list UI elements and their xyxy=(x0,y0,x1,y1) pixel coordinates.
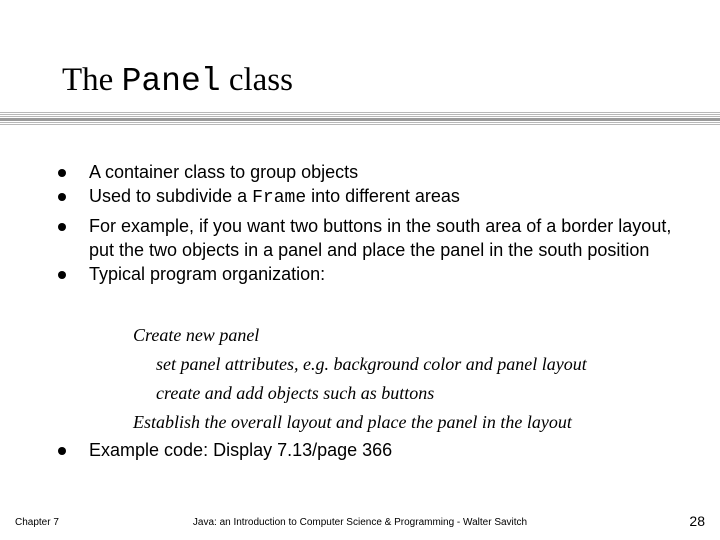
bullet-item xyxy=(58,160,678,184)
bullet-item xyxy=(58,438,678,462)
bullet-item xyxy=(58,262,678,286)
pseudocode-line: set panel attributes, e.g. background color and panel layout xyxy=(156,354,587,374)
bullet-item xyxy=(58,214,678,262)
bullet-icon xyxy=(58,193,66,201)
bullet-icon xyxy=(58,271,66,279)
bullet-text: Typical program organization: xyxy=(89,264,326,284)
bullet-text-before: Used to subdivide a xyxy=(89,186,253,206)
bullet-item xyxy=(58,184,678,210)
bullet-code: Frame xyxy=(252,188,307,208)
title-code: Panel xyxy=(121,63,221,100)
bullet-icon xyxy=(58,169,66,177)
footer-chapter: Chapter 7 xyxy=(15,517,59,528)
bullet-text-after: into different areas xyxy=(306,186,460,206)
pseudocode-line: Establish the overall layout and place the panel in the layout xyxy=(133,412,572,432)
footer-page-number: 28 xyxy=(689,513,705,529)
title-divider xyxy=(0,112,720,126)
bullet-text: A container class to group objects xyxy=(89,162,359,182)
title-prefix: The xyxy=(62,62,122,98)
bullet-list xyxy=(58,160,678,286)
bullet-text: Example code: Display 7.13/page 366 xyxy=(89,440,393,460)
bullet-text: For example, if you want two buttons in the south area of a border layout, put the two objects in a panel and place the panel in the south position xyxy=(89,216,672,260)
pseudocode-block xyxy=(133,321,587,437)
title-suffix: class xyxy=(220,62,293,98)
slide-title xyxy=(62,58,293,104)
bullet-icon xyxy=(58,223,66,231)
footer-book-title: Java: an Introduction to Computer Science & Programming - Walter Savitch xyxy=(192,517,528,528)
pseudocode-line: Create new panel xyxy=(133,325,260,345)
pseudocode-line: create and add objects such as buttons xyxy=(156,383,435,403)
bullet-icon xyxy=(58,447,66,455)
bullet-list-final xyxy=(58,438,678,462)
